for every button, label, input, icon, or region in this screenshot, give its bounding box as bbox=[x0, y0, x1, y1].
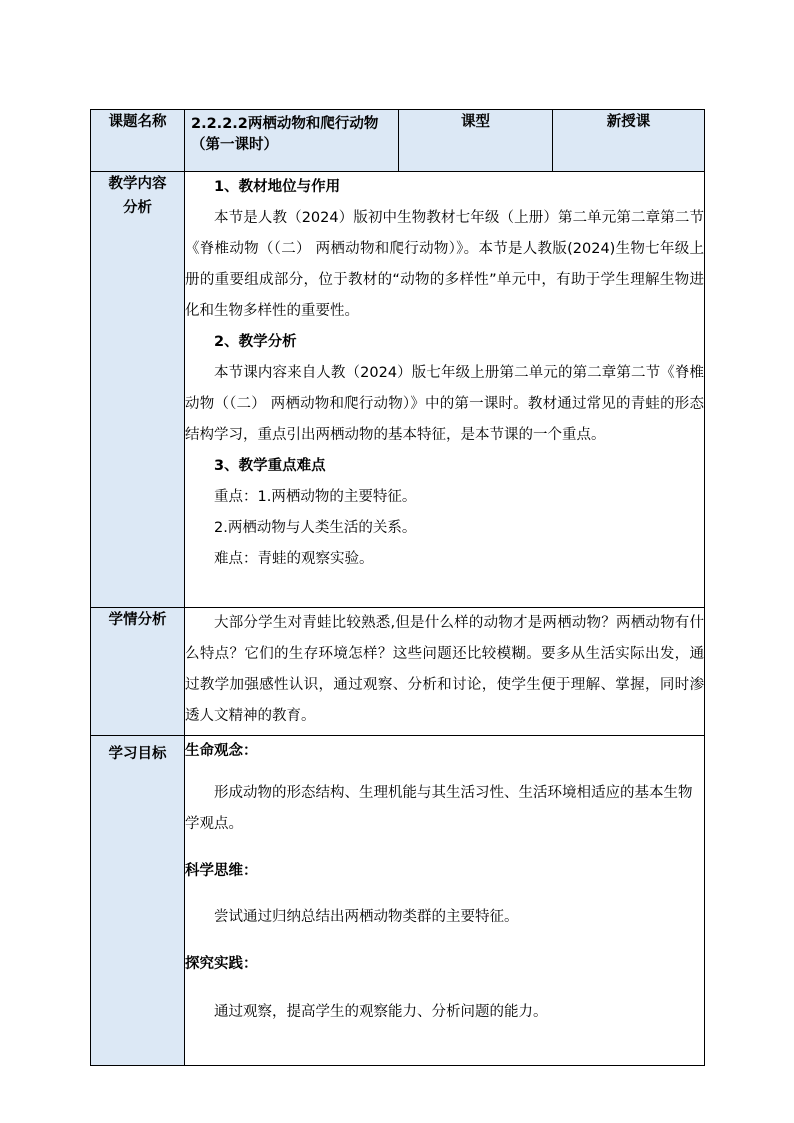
objective-heading: 科学思维： bbox=[185, 863, 258, 879]
section-paragraph: 重点：1.两栖动物的主要特征。 bbox=[214, 489, 417, 505]
section-heading: 1、教材地位与作用 bbox=[214, 179, 341, 195]
section-paragraph: 2.两栖动物与人类生活的关系。 bbox=[214, 520, 417, 536]
learner-analysis-text: 大部分学生对青蛙比较熟悉,但是什么样的动物才是两栖动物？两栖动物有什么特点？它们的生存环境怎样？这些问题还比较模糊。要多从生活实际出发，通过教学加强感性认识，通过观察、分析和讨论，使学生便于理解、掌握，同时渗透人文精神的教育。 bbox=[185, 615, 704, 724]
section-paragraph: 本节是人教（2024）版初中生物教材七年级（上册）第二单元第二章第二节《脊椎动物（（二） 两栖动物和爬行动物）》。本节是人教版(2024)生物七年级上册的重要组成部分，位于教材的“动物的多样性”单元中，有助于学生理解生物进化和生物多样性的重要性。 bbox=[185, 210, 704, 319]
type-value: 新授课 bbox=[553, 110, 705, 172]
objectives-label bbox=[91, 736, 185, 1066]
header-row bbox=[91, 110, 705, 172]
objectives-label-text: 学习目标 bbox=[108, 746, 167, 762]
learner-analysis-row bbox=[91, 608, 705, 736]
objective-text: 形成动物的形态结构、生理机能与其生活习性、生活环境相适应的基本生物学观点。 bbox=[185, 785, 693, 832]
section-heading: 2、教学分析 bbox=[214, 334, 297, 350]
lesson-plan-table bbox=[90, 109, 705, 1066]
topic-value: 2.2.2.2两栖动物和爬行动物（第一课时） bbox=[185, 110, 399, 172]
content-analysis-label-text: 教学内容分析 bbox=[108, 176, 167, 216]
section-paragraph: 本节课内容来自人教（2024）版七年级上册第二单元的第二章第二节《脊椎动物（（二） 两栖动物和爬行动物）》中的第一课时。教材通过常见的青蛙的形态结构学习，重点引出两栖动物的基本特征，是本节课的一个重点。 bbox=[185, 365, 704, 443]
section-paragraph: 难点：青蛙的观察实验。 bbox=[214, 551, 374, 567]
learner-analysis-body bbox=[185, 608, 705, 736]
objective-text: 通过观察，提高学生的观察能力、分析问题的能力。 bbox=[214, 1004, 548, 1020]
type-label: 课型 bbox=[399, 110, 553, 172]
objective-text: 尝试通过归纳总结出两栖动物类群的主要特征。 bbox=[214, 909, 519, 925]
content-analysis-label bbox=[91, 172, 185, 608]
learner-analysis-label: 学情分析 bbox=[91, 608, 185, 736]
content-analysis-body bbox=[185, 172, 705, 608]
topic-label: 课题名称 bbox=[91, 110, 185, 172]
objectives-row bbox=[91, 736, 705, 1066]
content-analysis-row bbox=[91, 172, 705, 608]
objective-heading: 探究实践： bbox=[185, 956, 258, 972]
objective-heading: 生命观念： bbox=[185, 743, 258, 759]
section-heading: 3、教学重点难点 bbox=[214, 458, 326, 474]
objectives-body bbox=[185, 736, 705, 1066]
